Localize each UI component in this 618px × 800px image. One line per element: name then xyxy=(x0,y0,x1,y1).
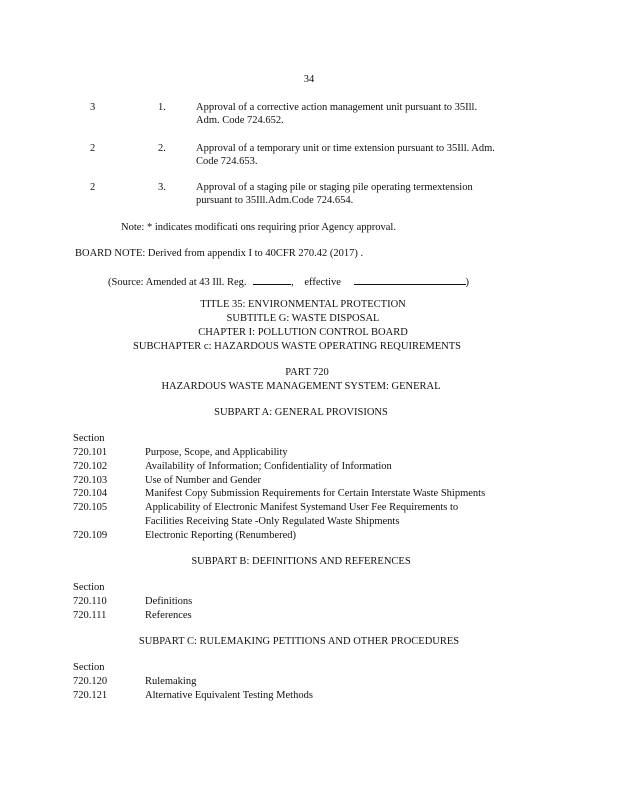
section-number: 720.103 xyxy=(73,475,108,486)
section-row xyxy=(73,475,261,487)
section-number: 720.111 xyxy=(73,610,107,621)
section-number: 720.120 xyxy=(73,676,108,687)
item-text: pursuant to 35Ill.Adm.Code 724.654. xyxy=(196,195,354,206)
section-title: Applicability of Electronic Manifest Systemand User Fee Requirements to xyxy=(145,502,459,513)
subpart-b-heading: SUBPART B: DEFINITIONS AND REFERENCES xyxy=(191,556,411,567)
item-number: 1. xyxy=(158,102,166,113)
source-comma: , xyxy=(291,277,294,288)
item-text: Code 724.653. xyxy=(196,156,258,167)
source-effective: effective xyxy=(304,277,341,288)
section-row xyxy=(73,690,313,702)
chapter-heading: CHAPTER I: POLLUTION CONTROL BOARD xyxy=(198,327,408,338)
class-level: 2 xyxy=(90,182,96,193)
section-row xyxy=(73,488,485,500)
note: Note: * indicates modificati ons requiring prior Agency approval. xyxy=(121,222,396,233)
item-text: Approval of a staging pile or staging pile operating termextension xyxy=(196,182,473,193)
section-label: Section xyxy=(73,433,105,444)
part-name-heading: HAZARDOUS WASTE MANAGEMENT SYSTEM: GENERAL xyxy=(161,381,441,392)
section-number: 720.110 xyxy=(73,596,107,607)
subpart-a-heading: SUBPART A: GENERAL PROVISIONS xyxy=(214,407,388,418)
section-title: Availability of Information; Confidentiality of Information xyxy=(145,461,392,472)
section-title: References xyxy=(145,610,192,621)
register-blank xyxy=(253,274,291,285)
subchapter-heading: SUBCHAPTER c: HAZARDOUS WASTE OPERATING REQUIREMENTS xyxy=(133,341,461,352)
page-number: 34 xyxy=(303,74,315,85)
title-heading: TITLE 35: ENVIRONMENTAL PROTECTION xyxy=(200,299,406,310)
part-heading: PART 720 xyxy=(285,367,329,378)
section-number: 720.109 xyxy=(73,530,108,541)
section-row xyxy=(73,676,196,688)
section-number: 720.105 xyxy=(73,502,108,513)
section-number: 720.104 xyxy=(73,488,108,499)
source-note xyxy=(108,274,469,289)
section-row xyxy=(73,530,296,542)
section-title: Definitions xyxy=(145,596,193,607)
section-title: Manifest Copy Submission Requirements for Certain Interstate Waste Shipments xyxy=(145,488,486,499)
section-title: Electronic Reporting (Renumbered) xyxy=(145,530,297,541)
section-title: Purpose, Scope, and Applicability xyxy=(145,447,288,458)
section-row xyxy=(73,610,192,622)
source-prefix: (Source: Amended at 43 Ill. Reg. xyxy=(108,277,247,288)
section-row xyxy=(73,461,392,473)
section-title: Rulemaking xyxy=(145,676,197,687)
item-text: Approval of a temporary unit or time extension pursuant to 35Ill. Adm. xyxy=(196,143,495,154)
subpart-c-heading: SUBPART C: RULEMAKING PETITIONS AND OTHER PROCEDURES xyxy=(138,636,460,647)
class-level: 3 xyxy=(90,102,96,113)
section-number: 720.101 xyxy=(73,447,108,458)
class-level: 2 xyxy=(90,143,96,154)
section-label: Section xyxy=(73,662,105,673)
item-number: 3. xyxy=(158,182,166,193)
section-title-continued: Facilities Receiving State -Only Regulated Waste Shipments xyxy=(145,516,400,527)
source-close: ) xyxy=(465,277,470,288)
item-text: Approval of a corrective action management unit pursuant to 35Ill. xyxy=(196,102,478,113)
section-number: 720.121 xyxy=(73,690,108,701)
item-number: 2. xyxy=(158,143,166,154)
section-row xyxy=(73,447,288,459)
board-note: BOARD NOTE: Derived from appendix I to 40CFR 270.42 (2017) . xyxy=(75,248,364,259)
section-title: Use of Number and Gender xyxy=(145,475,262,486)
subtitle-heading: SUBTITLE G: WASTE DISPOSAL xyxy=(226,313,380,324)
item-text: Adm. Code 724.652. xyxy=(196,115,284,126)
section-row xyxy=(73,502,458,514)
section-title: Alternative Equivalent Testing Methods xyxy=(145,690,313,701)
section-row xyxy=(73,596,192,608)
effective-date-blank xyxy=(354,274,466,285)
section-label: Section xyxy=(73,582,105,593)
section-number: 720.102 xyxy=(73,461,108,472)
